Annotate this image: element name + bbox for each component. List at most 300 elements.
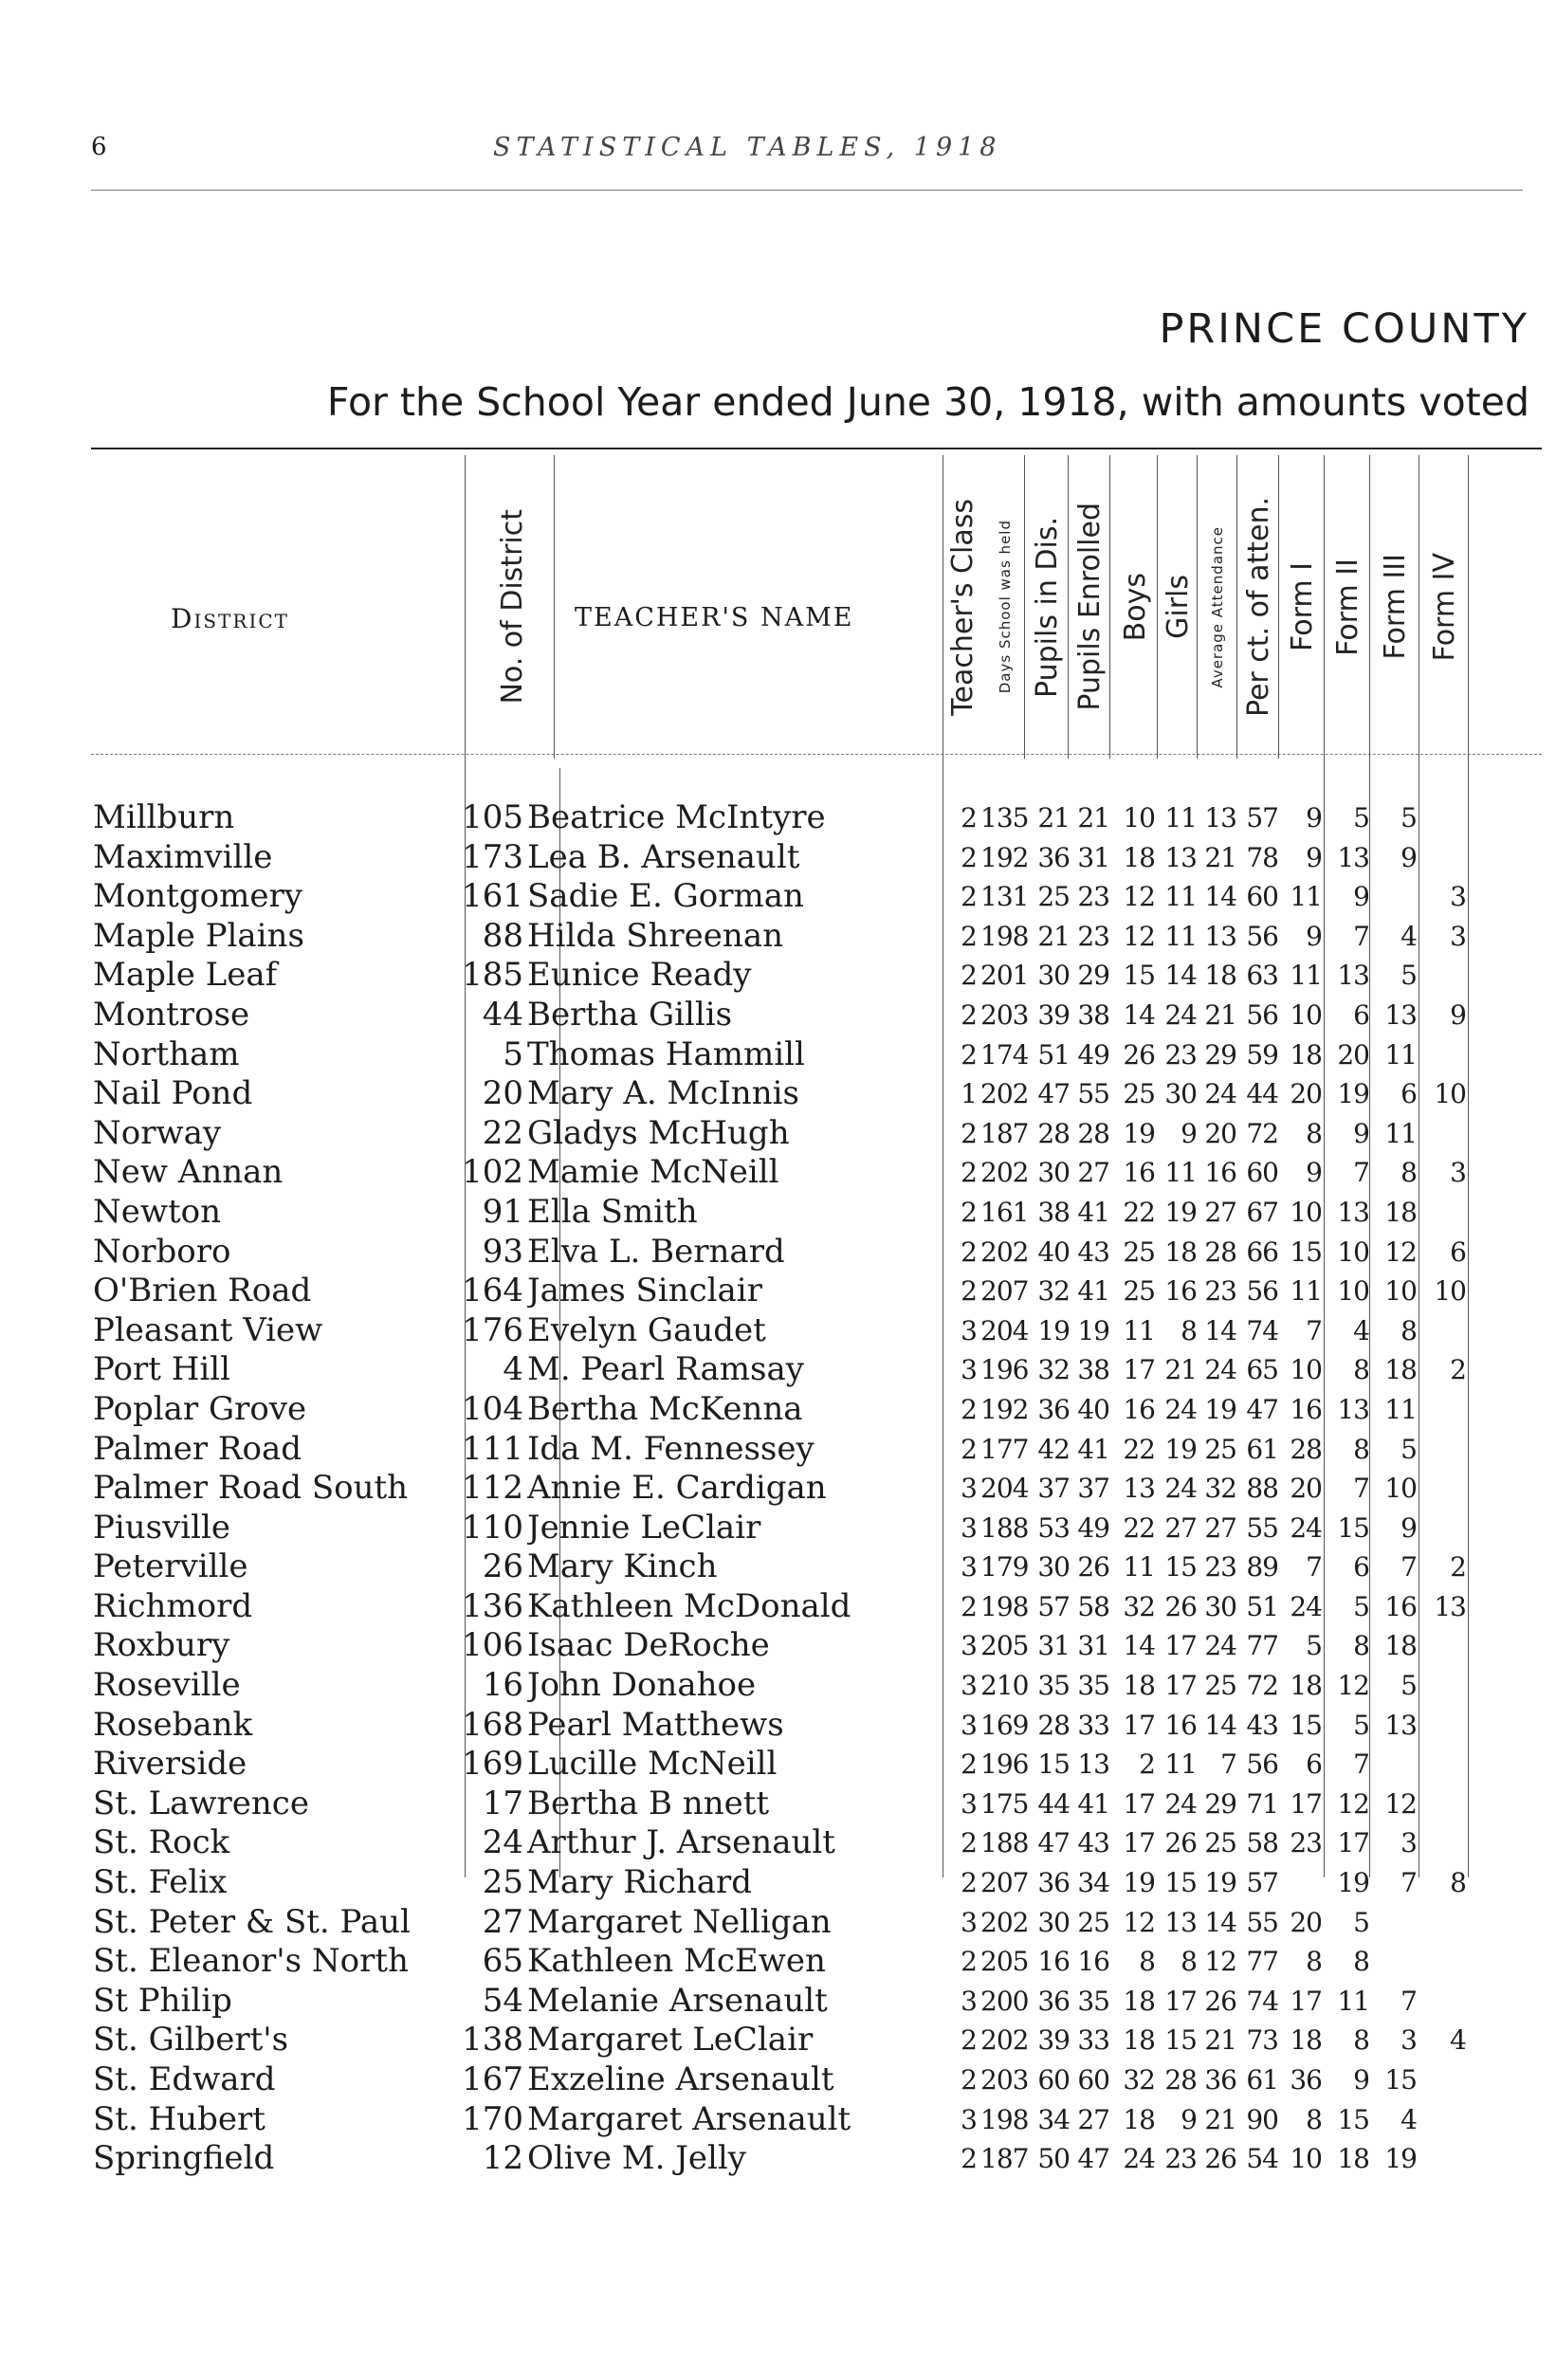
teachers-class-cell: 3	[961, 2103, 977, 2135]
district-name: O'Brien Road	[93, 1272, 312, 1310]
boys-cell: 22	[1123, 1196, 1155, 1228]
district-name: Peterville	[93, 1547, 248, 1586]
pupils-in-district-cell: 47	[1037, 1078, 1070, 1110]
column-divider	[1236, 455, 1237, 759]
days-school-held-cell: 202	[980, 1157, 1029, 1189]
percent-attendance-cell: 88	[1246, 1473, 1278, 1505]
pupils-enrolled-cell: 21	[1077, 802, 1109, 833]
days-school-held-cell: 174	[980, 1038, 1029, 1071]
district-number: 12	[482, 2139, 523, 2178]
teachers-class-cell: 3	[961, 1906, 977, 1938]
district-name: Newton	[93, 1192, 222, 1231]
district-number: 164	[462, 1272, 523, 1310]
percent-attendance-cell: 51	[1246, 1590, 1278, 1622]
teachers-class-cell: 2	[961, 881, 977, 913]
days-school-held-cell: 175	[980, 1787, 1029, 1820]
district-name: Piusville	[93, 1508, 231, 1547]
form-3-cell: 11	[1384, 1038, 1417, 1071]
teachers-class-cell: 2	[961, 920, 977, 952]
form-1-cell: 24	[1290, 1511, 1322, 1544]
pupils-enrolled-cell: 43	[1077, 1827, 1109, 1859]
teacher-name: Sadie E. Gorman	[527, 877, 804, 916]
column-header-girls: Girls	[1161, 575, 1195, 639]
district-name: Palmer Road	[93, 1429, 302, 1468]
table-top-rule	[91, 448, 1542, 449]
girls-cell: 15	[1164, 2024, 1197, 2057]
table-row	[0, 1863, 1556, 1903]
boys-cell: 22	[1123, 1433, 1155, 1465]
girls-cell: 14	[1164, 960, 1197, 992]
form-1-cell: 8	[1306, 2103, 1322, 2135]
pupils-in-district-cell: 36	[1037, 1985, 1070, 2017]
table-row	[0, 1626, 1556, 1666]
boys-cell: 17	[1123, 1709, 1155, 1741]
form-2-cell: 15	[1337, 1511, 1369, 1544]
table-row	[0, 1233, 1556, 1272]
form-1-cell: 7	[1306, 1551, 1322, 1584]
form-2-cell: 13	[1337, 1196, 1369, 1228]
form-2-cell: 9	[1353, 2064, 1369, 2096]
column-header-no-of-district: No. of District	[495, 509, 529, 705]
pupils-in-district-cell: 32	[1037, 1275, 1070, 1308]
district-name: New Annan	[93, 1153, 284, 1192]
form-2-cell: 13	[1337, 960, 1369, 992]
page-number: 6	[91, 133, 107, 161]
pupils-in-district-cell: 60	[1037, 2064, 1070, 2096]
form-2-cell: 9	[1353, 1117, 1369, 1149]
form-2-cell: 19	[1337, 1078, 1369, 1110]
pupils-enrolled-cell: 38	[1077, 998, 1109, 1031]
table-row	[0, 1153, 1556, 1193]
form-1-cell: 6	[1306, 1748, 1322, 1781]
percent-attendance-cell: 55	[1246, 1906, 1278, 1938]
girls-cell: 19	[1164, 1196, 1197, 1228]
average-attendance-cell: 7	[1220, 1748, 1236, 1781]
boys-cell: 15	[1123, 960, 1155, 992]
form-1-cell: 10	[1290, 1196, 1322, 1228]
form-1-cell: 28	[1290, 1433, 1322, 1465]
district-name: Millburn	[93, 798, 235, 836]
days-school-held-cell: 179	[980, 1551, 1029, 1584]
column-divider	[1197, 455, 1198, 759]
form-2-cell: 7	[1353, 1157, 1369, 1189]
table-row	[0, 1547, 1556, 1587]
table-row	[0, 1311, 1556, 1351]
pupils-enrolled-cell: 23	[1077, 881, 1109, 913]
boys-cell: 16	[1123, 1157, 1155, 1189]
form-2-cell: 8	[1353, 1433, 1369, 1465]
form-3-cell: 7	[1400, 1551, 1417, 1584]
pupils-in-district-cell: 36	[1037, 1393, 1070, 1425]
column-divider	[1109, 455, 1110, 759]
girls-cell: 8	[1181, 1946, 1197, 1978]
form-3-cell: 19	[1384, 2143, 1417, 2175]
pupils-in-district-cell: 28	[1037, 1709, 1070, 1741]
boys-cell: 25	[1123, 1236, 1155, 1268]
girls-cell: 11	[1164, 881, 1197, 913]
percent-attendance-cell: 54	[1246, 2143, 1278, 2175]
form-1-cell: 5	[1306, 1630, 1322, 1662]
teacher-name: Mamie McNeill	[527, 1153, 779, 1192]
statistics-table-body	[0, 798, 1556, 2179]
pupils-enrolled-cell: 26	[1077, 1551, 1109, 1584]
district-number: 26	[482, 1547, 523, 1586]
percent-attendance-cell: 67	[1246, 1196, 1278, 1228]
district-name: Riverside	[93, 1745, 247, 1784]
days-school-held-cell: 188	[980, 1511, 1029, 1544]
teacher-name: Margaret Arsenault	[527, 2099, 851, 2138]
girls-cell: 17	[1164, 1670, 1197, 1702]
teachers-class-cell: 3	[961, 1787, 977, 1820]
district-name: Maple Leaf	[93, 956, 278, 995]
district-number: 106	[462, 1626, 523, 1665]
teachers-class-cell: 2	[961, 841, 977, 873]
pupils-enrolled-cell: 41	[1077, 1275, 1109, 1308]
boys-cell: 11	[1123, 1551, 1155, 1584]
form-2-cell: 5	[1353, 1709, 1369, 1741]
boys-cell: 8	[1139, 1946, 1155, 1978]
teacher-name: Lucille McNeill	[527, 1745, 778, 1784]
days-school-held-cell: 198	[980, 920, 1029, 952]
teachers-class-cell: 2	[961, 1117, 977, 1149]
girls-cell: 24	[1164, 1473, 1197, 1505]
form-1-cell: 8	[1306, 1117, 1322, 1149]
days-school-held-cell: 198	[980, 2103, 1029, 2135]
girls-cell: 11	[1164, 1157, 1197, 1189]
form-1-cell: 9	[1306, 841, 1322, 873]
average-attendance-cell: 23	[1204, 1551, 1236, 1584]
form-3-cell: 3	[1400, 1827, 1417, 1859]
teachers-class-cell: 2	[961, 1157, 977, 1189]
district-name: St Philip	[93, 1981, 232, 2020]
boys-cell: 16	[1123, 1393, 1155, 1425]
boys-cell: 17	[1123, 1827, 1155, 1859]
percent-attendance-cell: 57	[1246, 1867, 1278, 1899]
table-row	[0, 1272, 1556, 1311]
form-2-cell: 11	[1337, 1985, 1369, 2017]
district-name: Richmord	[93, 1586, 253, 1625]
district-number: 91	[482, 1192, 523, 1231]
form-1-cell: 8	[1306, 1946, 1322, 1978]
average-attendance-cell: 27	[1204, 1196, 1236, 1228]
form-2-cell: 4	[1353, 1314, 1369, 1346]
teacher-name: Jennie LeClair	[527, 1508, 761, 1547]
form-2-cell: 15	[1337, 2103, 1369, 2135]
teacher-name: Ella Smith	[527, 1192, 698, 1231]
boys-cell: 12	[1123, 920, 1155, 952]
girls-cell: 21	[1164, 1354, 1197, 1386]
table-row	[0, 1350, 1556, 1390]
form-2-cell: 19	[1337, 1867, 1369, 1899]
form-2-cell: 5	[1353, 802, 1369, 833]
percent-attendance-cell: 60	[1246, 1157, 1278, 1189]
average-attendance-cell: 24	[1204, 1354, 1236, 1386]
average-attendance-cell: 21	[1204, 998, 1236, 1031]
girls-cell: 24	[1164, 998, 1197, 1031]
form-1-cell: 15	[1290, 1236, 1322, 1268]
form-4-cell: 10	[1434, 1275, 1466, 1308]
form-3-cell: 12	[1384, 1236, 1417, 1268]
district-number: 168	[462, 1705, 523, 1744]
girls-cell: 13	[1164, 1906, 1197, 1938]
district-number: 65	[482, 1942, 523, 1981]
column-header-district: District	[171, 603, 289, 634]
pupils-in-district-cell: 51	[1037, 1038, 1070, 1071]
form-4-cell: 6	[1450, 1236, 1466, 1268]
teachers-class-cell: 2	[961, 1433, 977, 1465]
district-name: St. Rock	[93, 1823, 230, 1862]
girls-cell: 15	[1164, 1551, 1197, 1584]
form-4-cell: 9	[1450, 998, 1466, 1031]
percent-attendance-cell: 72	[1246, 1670, 1278, 1702]
form-2-cell: 7	[1353, 1473, 1369, 1505]
table-row	[0, 917, 1556, 957]
pupils-in-district-cell: 50	[1037, 2143, 1070, 2175]
district-name: Northam	[93, 1034, 240, 1073]
pupils-enrolled-cell: 34	[1077, 1867, 1109, 1899]
pupils-in-district-cell: 38	[1037, 1196, 1070, 1228]
form-4-cell: 4	[1450, 2024, 1466, 2057]
average-attendance-cell: 25	[1204, 1433, 1236, 1465]
days-school-held-cell: 205	[980, 1630, 1029, 1662]
district-number: 16	[482, 1666, 523, 1705]
percent-attendance-cell: 74	[1246, 1314, 1278, 1346]
district-name: Norboro	[93, 1232, 231, 1271]
pupils-in-district-cell: 35	[1037, 1670, 1070, 1702]
days-school-held-cell: 192	[980, 1393, 1029, 1425]
table-row	[0, 2139, 1556, 2179]
form-1-cell: 11	[1290, 1275, 1322, 1308]
days-school-held-cell: 131	[980, 881, 1029, 913]
pupils-enrolled-cell: 60	[1077, 2064, 1109, 2096]
table-row	[0, 1587, 1556, 1627]
teachers-class-cell: 3	[961, 1354, 977, 1386]
days-school-held-cell: 187	[980, 2143, 1029, 2175]
percent-attendance-cell: 77	[1246, 1630, 1278, 1662]
teacher-name: Thomas Hammill	[527, 1034, 805, 1073]
days-school-held-cell: 196	[980, 1748, 1029, 1781]
pupils-in-district-cell: 15	[1037, 1748, 1070, 1781]
teachers-class-cell: 1	[961, 1078, 977, 1110]
table-row	[0, 1823, 1556, 1863]
district-number: 4	[503, 1350, 523, 1389]
form-1-cell: 7	[1306, 1314, 1322, 1346]
table-subtitle: For the School Year ended June 30, 1918, with amounts voted	[326, 379, 1529, 425]
district-number: 185	[462, 956, 523, 995]
table-row	[0, 1785, 1556, 1824]
average-attendance-cell: 26	[1204, 2143, 1236, 2175]
average-attendance-cell: 20	[1204, 1117, 1236, 1149]
girls-cell: 18	[1164, 1236, 1197, 1268]
form-1-cell: 9	[1306, 920, 1322, 952]
pupils-in-district-cell: 21	[1037, 802, 1070, 833]
average-attendance-cell: 21	[1204, 2103, 1236, 2135]
days-school-held-cell: 202	[980, 1078, 1029, 1110]
pupils-enrolled-cell: 13	[1077, 1748, 1109, 1781]
teachers-class-cell: 2	[961, 1275, 977, 1308]
form-2-cell: 18	[1337, 2143, 1369, 2175]
teachers-class-cell: 2	[961, 960, 977, 992]
column-divider	[1024, 455, 1025, 759]
table-row	[0, 956, 1556, 996]
boys-cell: 17	[1123, 1354, 1155, 1386]
form-2-cell: 8	[1353, 1946, 1369, 1978]
form-3-cell: 11	[1384, 1117, 1417, 1149]
table-row	[0, 838, 1556, 878]
pupils-in-district-cell: 53	[1037, 1511, 1070, 1544]
district-number: 24	[482, 1823, 523, 1862]
boys-cell: 32	[1123, 2064, 1155, 2096]
teacher-name: James Sinclair	[527, 1272, 762, 1310]
girls-cell: 9	[1181, 2103, 1197, 2135]
column-divider	[554, 455, 555, 759]
girls-cell: 28	[1164, 2064, 1197, 2096]
days-school-held-cell: 203	[980, 2064, 1029, 2096]
pupils-in-district-cell: 39	[1037, 998, 1070, 1031]
girls-cell: 15	[1164, 1867, 1197, 1899]
teacher-name: Olive M. Jelly	[527, 2139, 746, 2178]
table-row	[0, 1982, 1556, 2022]
form-1-cell: 11	[1290, 960, 1322, 992]
days-school-held-cell: 169	[980, 1709, 1029, 1741]
form-3-cell: 18	[1384, 1196, 1417, 1228]
column-header-teacher-name: TEACHER'S NAME	[575, 603, 854, 632]
district-number: 173	[462, 837, 523, 876]
column-header-teachers-class: Teacher's Class	[945, 498, 979, 716]
percent-attendance-cell: 63	[1246, 960, 1278, 992]
pupils-enrolled-cell: 16	[1077, 1946, 1109, 1978]
teachers-class-cell: 2	[961, 1590, 977, 1622]
teacher-name: Annie E. Cardigan	[527, 1469, 827, 1508]
teachers-class-cell: 2	[961, 998, 977, 1031]
pupils-in-district-cell: 21	[1037, 920, 1070, 952]
form-3-cell: 10	[1384, 1275, 1417, 1308]
girls-cell: 17	[1164, 1630, 1197, 1662]
girls-cell: 27	[1164, 1511, 1197, 1544]
form-3-cell: 12	[1384, 1787, 1417, 1820]
table-row	[0, 1074, 1556, 1114]
header-rule	[91, 190, 1523, 191]
teacher-name: Ida M. Fennessey	[527, 1429, 815, 1468]
boys-cell: 19	[1123, 1117, 1155, 1149]
teacher-name: Evelyn Gaudet	[527, 1310, 766, 1349]
form-3-cell: 18	[1384, 1630, 1417, 1662]
boys-cell: 12	[1123, 1906, 1155, 1938]
table-row	[0, 877, 1556, 917]
district-number: 17	[482, 1784, 523, 1822]
teachers-class-cell: 3	[961, 1551, 977, 1584]
form-3-cell: 5	[1400, 802, 1417, 833]
pupils-enrolled-cell: 27	[1077, 2103, 1109, 2135]
pupils-in-district-cell: 31	[1037, 1630, 1070, 1662]
teacher-name: Mary Kinch	[527, 1547, 718, 1586]
district-number: 102	[462, 1153, 523, 1192]
pupils-in-district-cell: 16	[1037, 1946, 1070, 1978]
column-divider	[1068, 455, 1069, 759]
percent-attendance-cell: 61	[1246, 1433, 1278, 1465]
form-2-cell: 13	[1337, 1393, 1369, 1425]
girls-cell: 26	[1164, 1827, 1197, 1859]
boys-cell: 13	[1123, 1473, 1155, 1505]
boys-cell: 17	[1123, 1787, 1155, 1820]
form-3-cell: 5	[1400, 1433, 1417, 1465]
form-4-cell: 8	[1450, 1867, 1466, 1899]
county-title: PRINCE COUNTY	[1159, 305, 1529, 353]
pupils-enrolled-cell: 49	[1077, 1511, 1109, 1544]
teachers-class-cell: 2	[961, 2024, 977, 2057]
average-attendance-cell: 29	[1204, 1038, 1236, 1071]
pupils-enrolled-cell: 31	[1077, 1630, 1109, 1662]
column-header-boys: Boys	[1118, 572, 1152, 642]
pupils-enrolled-cell: 29	[1077, 960, 1109, 992]
table-row	[0, 1903, 1556, 1943]
district-name: St. Lawrence	[93, 1784, 309, 1822]
form-4-cell: 10	[1434, 1078, 1466, 1110]
teachers-class-cell: 3	[961, 1473, 977, 1505]
form-1-cell: 20	[1290, 1078, 1322, 1110]
teacher-name: Melanie Arsenault	[527, 1981, 828, 2020]
table-row	[0, 1509, 1556, 1548]
pupils-enrolled-cell: 40	[1077, 1393, 1109, 1425]
district-number: 88	[482, 916, 523, 955]
form-2-cell: 13	[1337, 841, 1369, 873]
district-name: Springfield	[93, 2139, 275, 2178]
form-2-cell: 7	[1353, 1748, 1369, 1781]
district-name: Montrose	[93, 995, 250, 1034]
teacher-name: Eunice Ready	[527, 956, 752, 995]
pupils-in-district-cell: 19	[1037, 1314, 1070, 1346]
girls-cell: 24	[1164, 1393, 1197, 1425]
boys-cell: 18	[1123, 841, 1155, 873]
boys-cell: 22	[1123, 1511, 1155, 1544]
average-attendance-cell: 32	[1204, 1473, 1236, 1505]
table-row	[0, 1193, 1556, 1233]
percent-attendance-cell: 56	[1246, 920, 1278, 952]
boys-cell: 32	[1123, 1590, 1155, 1622]
boys-cell: 12	[1123, 881, 1155, 913]
column-header-pupils-in-dis: Pupils in Dis.	[1030, 516, 1064, 698]
column-header-form-2: Form II	[1330, 558, 1364, 656]
boys-cell: 26	[1123, 1038, 1155, 1071]
average-attendance-cell: 13	[1204, 920, 1236, 952]
average-attendance-cell: 27	[1204, 1511, 1236, 1544]
average-attendance-cell: 13	[1204, 802, 1236, 833]
teacher-name: Pearl Matthews	[527, 1705, 784, 1744]
average-attendance-cell: 25	[1204, 1827, 1236, 1859]
district-name: St. Hubert	[93, 2099, 265, 2138]
girls-cell: 23	[1164, 2143, 1197, 2175]
average-attendance-cell: 14	[1204, 881, 1236, 913]
teacher-name: Elva L. Bernard	[527, 1232, 785, 1271]
table-row	[0, 1114, 1556, 1154]
teachers-class-cell: 3	[961, 1670, 977, 1702]
district-number: 25	[482, 1863, 523, 1902]
days-school-held-cell: 198	[980, 1590, 1029, 1622]
form-2-cell: 10	[1337, 1236, 1369, 1268]
boys-cell: 25	[1123, 1078, 1155, 1110]
form-3-cell: 5	[1400, 1670, 1417, 1702]
form-1-cell: 9	[1306, 1157, 1322, 1189]
teachers-class-cell: 2	[961, 1946, 977, 1978]
district-name: Rosebank	[93, 1705, 253, 1744]
days-school-held-cell: 202	[980, 2024, 1029, 2057]
boys-cell: 18	[1123, 2024, 1155, 2057]
teachers-class-cell: 2	[961, 1748, 977, 1781]
pupils-in-district-cell: 25	[1037, 881, 1070, 913]
girls-cell: 16	[1164, 1275, 1197, 1308]
form-2-cell: 5	[1353, 1906, 1369, 1938]
boys-cell: 10	[1123, 802, 1155, 833]
